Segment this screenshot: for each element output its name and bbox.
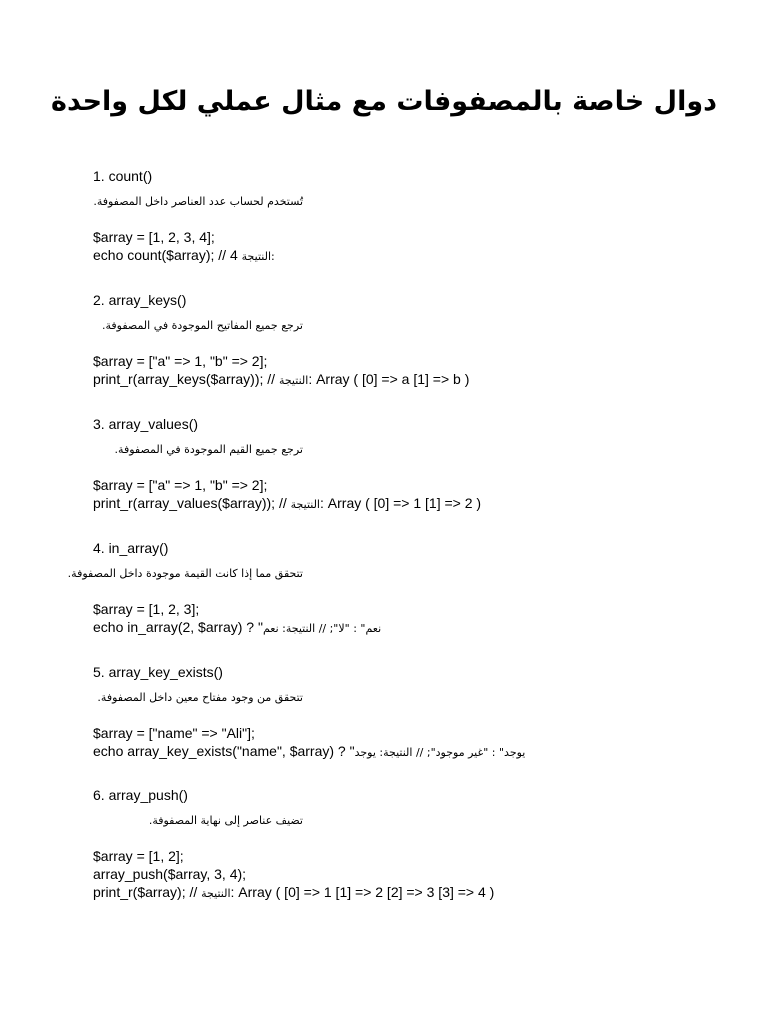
- code-block: [93, 724, 525, 760]
- code-line: [93, 494, 481, 512]
- code-block: [93, 847, 494, 901]
- arabic-text: يوجد" : "غير موجود"; // النتيجة: يوجد: [354, 746, 526, 759]
- arabic-text: النتيجة:: [241, 250, 275, 263]
- section-description: ترجع جميع القيم الموجودة في المصفوفة.: [114, 443, 303, 456]
- arabic-text: النتيجة: [290, 498, 320, 511]
- code-text: : Array ( [0] => a [1] => b ): [308, 371, 470, 387]
- code-text: : Array ( [0] => 1 [1] => 2 [2] => 3 [3] => 4 ): [230, 884, 495, 900]
- code-line: [93, 600, 381, 618]
- code-block: [93, 228, 275, 264]
- code-line: [93, 228, 275, 246]
- code-block: [93, 352, 469, 388]
- arabic-text: نعم" : "لا"; // النتيجة: نعم: [262, 622, 382, 635]
- code-line: [93, 352, 469, 370]
- section-description: تتحقق من وجود مفتاح معين داخل المصفوفة.: [97, 691, 303, 704]
- section-in-array: [67, 539, 713, 635]
- code-text: : Array ( [0] => 1 [1] => 2 ): [320, 495, 482, 511]
- code-text: echo in_array(2, $array) ? ": [93, 619, 263, 635]
- code-line: [93, 618, 381, 636]
- code-line: [93, 476, 481, 494]
- code-text: print_r(array_keys($array)); //: [93, 371, 279, 387]
- section-heading: 3. array_values(): [93, 416, 199, 432]
- code-text: $array = [1, 2, 3, 4];: [93, 229, 215, 245]
- code-text: echo array_key_exists("name", $array) ? ": [93, 743, 355, 759]
- code-line: [93, 865, 494, 883]
- section-count: [93, 167, 713, 263]
- section-description: تضيف عناصر إلى نهاية المصفوفة.: [148, 814, 303, 827]
- code-block: [93, 600, 381, 636]
- code-line: [93, 847, 494, 865]
- code-text: $array = [1, 2, 3];: [93, 601, 200, 617]
- code-text: $array = ["a" => 1, "b" => 2];: [93, 477, 268, 493]
- arabic-text: النتيجة: [278, 374, 309, 387]
- section-heading: 1. count(): [93, 168, 153, 184]
- code-line: [93, 742, 525, 760]
- code-text: print_r($array); //: [93, 884, 202, 900]
- section-description: تُستخدم لحساب عدد العناصر داخل المصفوفة.: [93, 195, 303, 208]
- code-block: [93, 476, 481, 512]
- code-text: $array = ["a" => 1, "b" => 2];: [93, 353, 268, 369]
- code-text: array_push($array, 3, 4);: [93, 866, 247, 882]
- section-array-push: [93, 786, 713, 900]
- section-array-values: [93, 415, 713, 511]
- code-line: [93, 724, 525, 742]
- code-line: [93, 370, 469, 388]
- section-array-key-exists: [93, 663, 713, 759]
- section-heading: 6. array_push(): [93, 787, 188, 803]
- section-description: ترجع جميع المفاتيح الموجودة في المصفوفة.: [102, 319, 303, 332]
- section-heading: 2. array_keys(): [93, 292, 187, 308]
- arabic-text: النتيجة: [201, 887, 231, 900]
- code-text: $array = ["name" => "Ali"];: [93, 725, 255, 741]
- section-heading: 5. array_key_exists(): [93, 664, 223, 680]
- page-title: دوال خاصة بالمصفوفات مع مثال عملي لكل واحدة: [51, 86, 717, 117]
- code-text: echo count($array); // 4: [93, 247, 242, 263]
- code-text: $array = [1, 2];: [93, 848, 184, 864]
- code-line: [93, 883, 494, 901]
- code-text: print_r(array_values($array)); //: [93, 495, 291, 511]
- code-line: [93, 246, 275, 264]
- section-heading: 4. in_array(): [93, 540, 169, 556]
- section-array-keys: [93, 291, 713, 387]
- section-description: تتحقق مما إذا كانت القيمة موجودة داخل المصفوفة.: [67, 567, 303, 580]
